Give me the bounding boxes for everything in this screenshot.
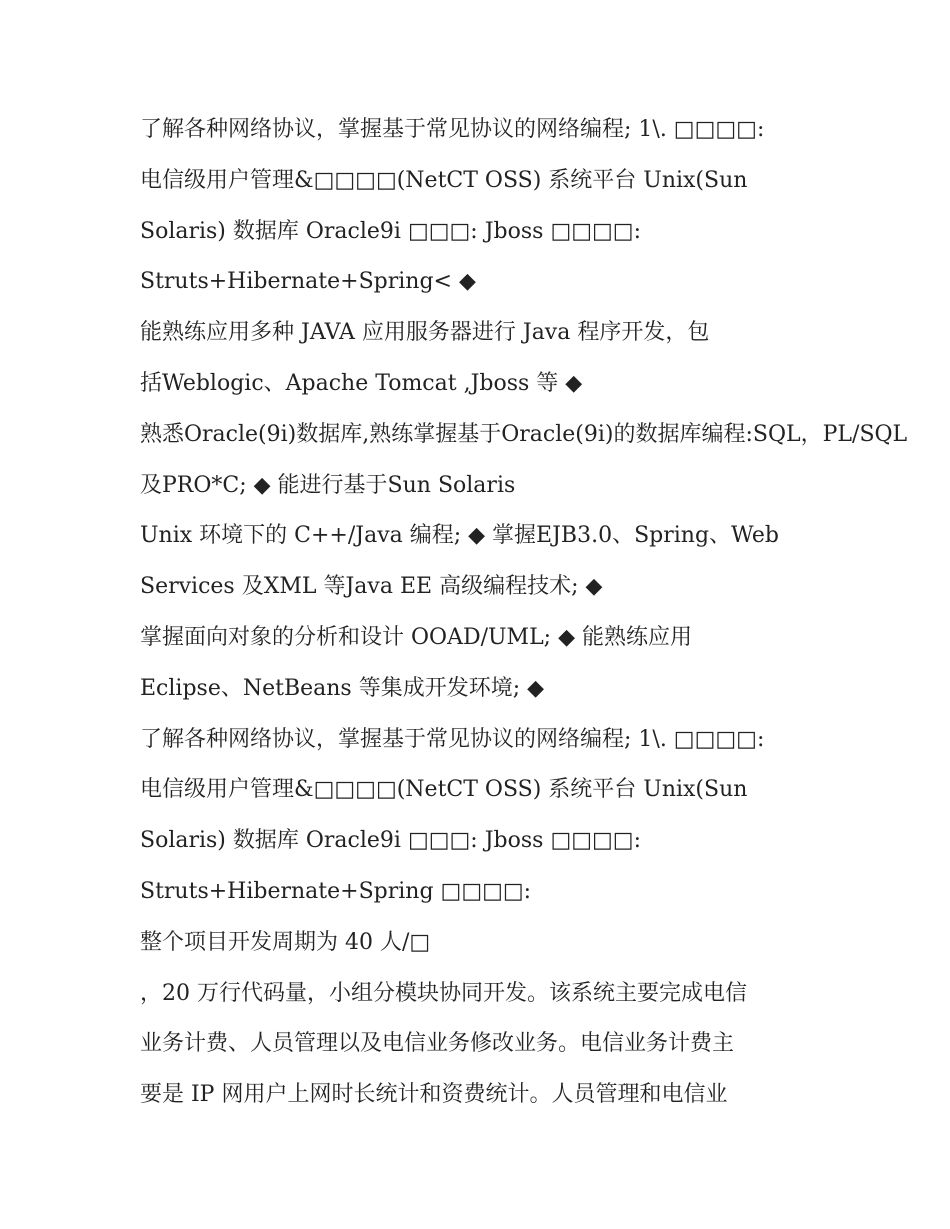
text-line: 了解各种网络协议，掌握基于常见协议的网络编程; 1\. □□□□: bbox=[140, 726, 765, 752]
text-line: 了解各种网络协议，掌握基于常见协议的网络编程; 1\. □□□□: bbox=[140, 117, 765, 142]
text-line: 要是 IP 网用户上网时长统计和资费统计。人员管理和电信业 bbox=[140, 1082, 728, 1108]
document-body bbox=[140, 110, 908, 1126]
text-line: 电信级用户管理&□□□□(NetCT OSS) 系统平台 Unix(Sun bbox=[140, 167, 748, 193]
text-line: 能熟练应用多种 JAVA 应用服务器进行 Java 程序开发，包 bbox=[140, 320, 710, 346]
text-line: ，20 万行代码量，小组分模块协同开发。该系统主要完成电信 bbox=[140, 980, 747, 1006]
text-line: Eclipse、NetBeans 等集成开发环境; ◆ bbox=[140, 675, 545, 701]
text-line: 掌握面向对象的分析和设计 OOAD/UML; ◆ 能熟练应用 bbox=[140, 624, 692, 650]
text-line: Struts+Hibernate+Spring □□□□: bbox=[140, 878, 532, 904]
text-line: 熟悉Oracle(9i)数据库,熟练掌握基于Oracle(9i)的数据库编程:SQL，PL/SQL bbox=[140, 421, 908, 447]
text-line: Unix 环境下的 C++/Java 编程; ◆ 掌握EJB3.0、Spring、Web bbox=[140, 523, 779, 549]
text-line: Services 及XML 等Java EE 高级编程技术; ◆ bbox=[140, 574, 603, 600]
text-line: Struts+Hibernate+Spring< ◆ bbox=[140, 269, 476, 295]
text-line: 电信级用户管理&□□□□(NetCT OSS) 系统平台 Unix(Sun bbox=[140, 777, 748, 803]
text-line: 整个项目开发周期为 40 人/□ bbox=[140, 929, 431, 955]
text-line: 及PRO*C; ◆ 能进行基于Sun Solaris bbox=[140, 472, 516, 498]
text-line: 括Weblogic、Apache Tomcat ,Jboss 等 ◆ bbox=[140, 370, 583, 396]
text-line: Solaris) 数据库 Oracle9i □□□: Jboss □□□□: bbox=[140, 218, 641, 244]
text-line: Solaris) 数据库 Oracle9i □□□: Jboss □□□□: bbox=[140, 828, 641, 854]
text-line: 业务计费、人员管理以及电信业务修改业务。电信业务计费主 bbox=[140, 1031, 735, 1057]
